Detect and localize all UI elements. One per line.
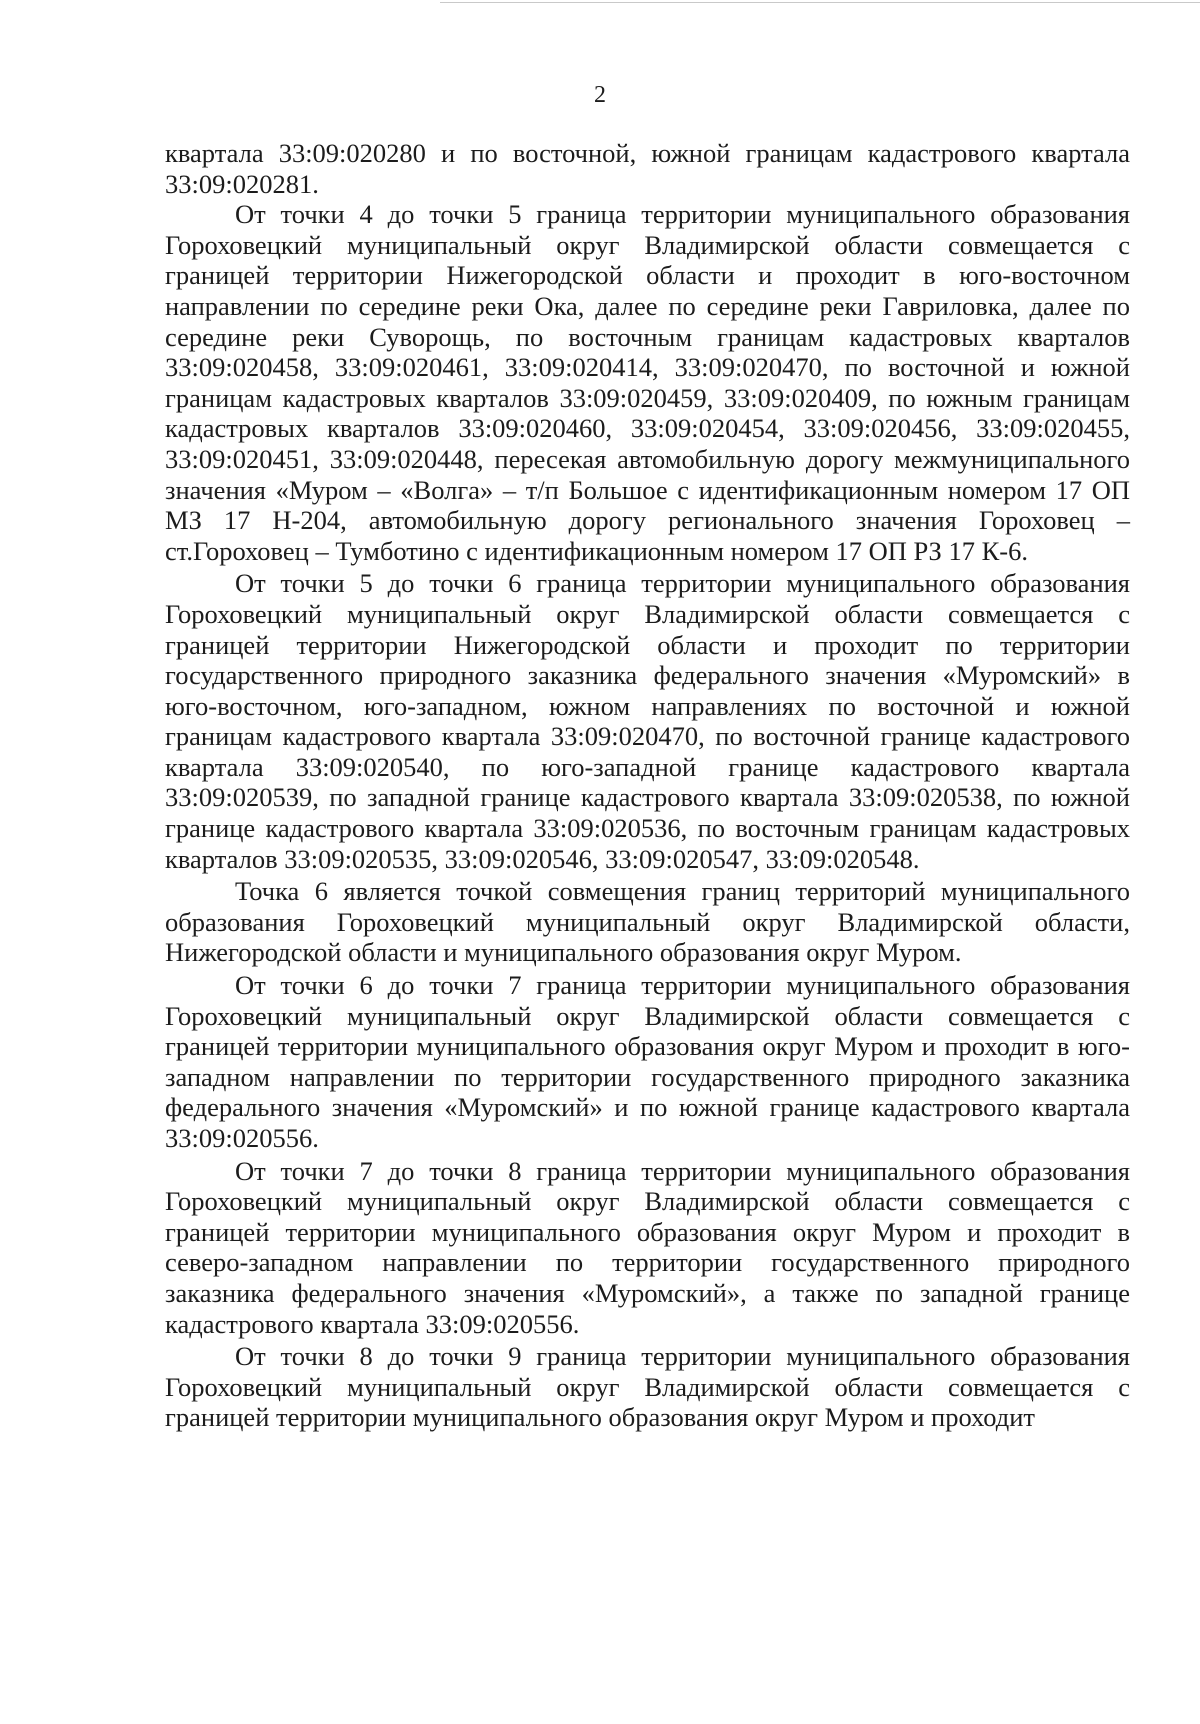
paragraph-point-7-8: От точки 7 до точки 8 граница территории муниципального образования Гороховецкий муниципальный округ Владимирской области совмещается с границей территории муниципального образования округ Муром и проходит в северо-западном направлении по территории государственного природного заказника федерального значения «Муромский», а также по западной границе кадастрового квартала 33:09:020556. <box>165 1155 1130 1339</box>
paragraph-point-5-6: От точки 5 до точки 6 граница территории муниципального образования Гороховецкий муниципальный округ Владимирской области совмещается с границей территории Нижегородской области и проходит по территории государственного природного заказника федерального значения «Муромский» в юго-восточном, юго-западном, южном направлениях по восточной и южной границам кадастрового квартала 33:09:020470, по восточной границе кадастрового квартала 33:09:020540, по юго-западной границе кадастрового квартала 33:09:020539, по западной границе кадастрового квартала 33:09:020538, по южной границе кадастрового квартала 33:09:020536, по восточным границам кадастровых кварталов 33:09:020535, 33:09:020546, 33:09:020547, 33:09:020548. <box>165 568 1130 874</box>
paragraph-point-4-5: От точки 4 до точки 5 граница территории муниципального образования Гороховецкий муниципальный округ Владимирской области совмещается с границей территории Нижегородской области и проходит в юго-восточном направлении по середине реки Ока, далее по середине реки Гавриловка, далее по середине реки Суворощь, по восточным границам кадастровых кварталов 33:09:020458, 33:09:020461, 33:09:020414, 33:09:020470, по восточной и южной границам кадастровых кварталов 33:09:020459, 33:09:020409, по южным границам кадастровых кварталов 33:09:020460, 33:09:020454, 33:09:020456, 33:09:020455, 33:09:020451, 33:09:020448, пересекая автомобильную дорогу межмуниципального значения «Муром – «Волга» – т/п Большое с идентификационным номером 17 ОП МЗ 17 Н-204, автомобильную дорогу регионального значения Гороховец – ст.Гороховец – Тумботино с идентификационным номером 17 ОП РЗ 17 К-6. <box>165 199 1130 566</box>
paragraph-continuation: квартала 33:09:020280 и по восточной, южной границам кадастрового квартала 33:09:020281. <box>165 138 1130 199</box>
paragraph-point-6-junction: Точка 6 является точкой совмещения границ территорий муниципального образования Гороховецкий муниципальный округ Владимирской области, Нижегородской области и муниципального образования округ Муром. <box>165 876 1130 968</box>
top-edge-line <box>440 2 1200 3</box>
paragraph-point-6-7: От точки 6 до точки 7 граница территории муниципального образования Гороховецкий муниципальный округ Владимирской области совмещается с границей территории муниципального образования округ Муром и проходит в юго-западном направлении по территории государственного природного заказника федерального значения «Муромский» и по южной границе кадастрового квартала 33:09:020556. <box>165 970 1130 1153</box>
paragraph-point-8-9: От точки 8 до точки 9 граница территории муниципального образования Гороховецкий муниципальный округ Владимирской области совмещается с границей территории муниципального образования округ Муром и проходит <box>165 1341 1130 1433</box>
page-number: 2 <box>594 82 606 108</box>
document-body <box>165 138 1130 1433</box>
